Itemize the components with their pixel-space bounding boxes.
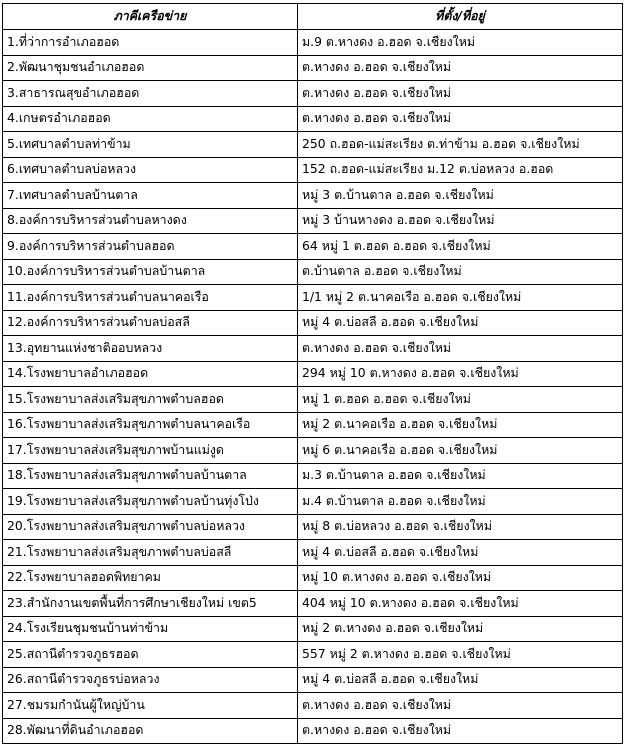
table-row — [3, 30, 623, 56]
address-cell: หมู่ 10 ต.หางดง อ.ฮอด จ.เชียงใหม่ — [298, 565, 623, 591]
partner-name-cell: 16.โรงพยาบาลส่งเสริมสุขภาพตำบลนาคอเรือ — [3, 412, 298, 438]
table-row — [3, 183, 623, 209]
network-partners-table — [2, 3, 623, 744]
partner-name-cell: 27.ชมรมกำนันผู้ใหญ่บ้าน — [3, 693, 298, 719]
table-row — [3, 208, 623, 234]
address-cell: ต.หางดง อ.ฮอด จ.เชียงใหม่ — [298, 718, 623, 744]
address-cell: ต.หางดง อ.ฮอด จ.เชียงใหม่ — [298, 693, 623, 719]
partner-name-cell: 21.โรงพยาบาลส่งเสริมสุขภาพตำบลบ่อสลี — [3, 540, 298, 566]
address-cell: 152 ถ.ฮอด-แม่สะเรียง ม.12 ต.บ่อหลวง อ.ฮอด — [298, 157, 623, 183]
partner-name-cell: 13.อุทยานแห่งชาติออบหลวง — [3, 336, 298, 362]
address-cell: หมู่ 3 ต.บ้านตาล อ.ฮอด จ.เชียงใหม่ — [298, 183, 623, 209]
address-cell: หมู่ 4 ต.บ่อสลี อ.ฮอด จ.เชียงใหม่ — [298, 540, 623, 566]
address-cell: หมู่ 6 ต.นาคอเรือ อ.ฮอด จ.เชียงใหม่ — [298, 438, 623, 464]
table-row — [3, 616, 623, 642]
partner-name-cell: 1.ที่ว่าการอำเภอฮอด — [3, 30, 298, 56]
address-cell: หมู่ 1 ต.ฮอด อ.ฮอด จ.เชียงใหม่ — [298, 387, 623, 413]
address-cell: หมู่ 4 ต.บ่อสลี อ.ฮอด จ.เชียงใหม่ — [298, 667, 623, 693]
partner-name-cell: 19.โรงพยาบาลส่งเสริมสุขภาพตำบลบ้านทุ่งโป่ง — [3, 489, 298, 515]
address-cell: 404 หมู่ 10 ต.หางดง อ.ฮอด จ.เชียงใหม่ — [298, 591, 623, 617]
table-row — [3, 540, 623, 566]
partner-name-cell: 8.องค์การบริหารส่วนตำบลหางดง — [3, 208, 298, 234]
partner-name-cell: 24.โรงเรียนชุมชนบ้านท่าข้าม — [3, 616, 298, 642]
address-cell: 294 หมู่ 10 ต.หางดง อ.ฮอด จ.เชียงใหม่ — [298, 361, 623, 387]
partner-name-cell: 3.สาธารณสุขอำเภอฮอด — [3, 81, 298, 107]
table-row — [3, 438, 623, 464]
table-row — [3, 718, 623, 744]
partner-name-cell: 14.โรงพยาบาลอำเภอฮอด — [3, 361, 298, 387]
table-row — [3, 463, 623, 489]
partner-name-cell: 25.สถานีตำรวจภูธรฮอด — [3, 642, 298, 668]
table-row — [3, 387, 623, 413]
address-cell: ต.บ้านตาล อ.ฮอด จ.เชียงใหม่ — [298, 259, 623, 285]
partner-name-cell: 10.องค์การบริหารส่วนตำบลบ้านตาล — [3, 259, 298, 285]
address-cell: ต.หางดง อ.ฮอด จ.เชียงใหม่ — [298, 55, 623, 81]
address-cell: หมู่ 3 บ้านหางดง อ.ฮอด จ.เชียงใหม่ — [298, 208, 623, 234]
address-cell: หมู่ 8 ต.บ่อหลวง อ.ฮอด จ.เชียงใหม่ — [298, 514, 623, 540]
partner-name-cell: 9.องค์การบริหารส่วนตำบลฮอด — [3, 234, 298, 260]
table-row — [3, 259, 623, 285]
table-row — [3, 412, 623, 438]
partner-name-cell: 23.สำนักงานเขตพื้นที่การศึกษาเชียงใหม่ เขต5 — [3, 591, 298, 617]
partner-name-cell: 12.องค์การบริหารส่วนตำบลบ่อสลี — [3, 310, 298, 336]
table-row — [3, 361, 623, 387]
table-row — [3, 234, 623, 260]
partner-name-cell: 5.เทศบาลตำบลท่าข้าม — [3, 132, 298, 158]
address-cell: หมู่ 4 ต.บ่อสลี อ.ฮอด จ.เชียงใหม่ — [298, 310, 623, 336]
address-cell: ต.หางดง อ.ฮอด จ.เชียงใหม่ — [298, 81, 623, 107]
address-cell: ม.9 ต.หางดง อ.ฮอด จ.เชียงใหม่ — [298, 30, 623, 56]
address-cell: 250 ถ.ฮอด-แม่สะเรียง ต.ท่าข้าม อ.ฮอด จ.เชียงใหม่ — [298, 132, 623, 158]
table-row — [3, 336, 623, 362]
address-cell: ม.4 ต.บ้านตาล อ.ฮอด จ.เชียงใหม่ — [298, 489, 623, 515]
table-row — [3, 693, 623, 719]
table-header-row — [3, 4, 623, 30]
table-row — [3, 489, 623, 515]
table-row — [3, 642, 623, 668]
table-row — [3, 157, 623, 183]
table-row — [3, 106, 623, 132]
table-row — [3, 285, 623, 311]
address-cell: หมู่ 2 ต.นาคอเรือ อ.ฮอด จ.เชียงใหม่ — [298, 412, 623, 438]
table-row — [3, 81, 623, 107]
partner-name-cell: 4.เกษตรอำเภอฮอด — [3, 106, 298, 132]
partner-name-cell: 26.สถานีตำรวจภูธรบ่อหลวง — [3, 667, 298, 693]
table-row — [3, 565, 623, 591]
address-cell: 1/1 หมู่ 2 ต.นาคอเรือ อ.ฮอด จ.เชียงใหม่ — [298, 285, 623, 311]
address-cell: 557 หมู่ 2 ต.หางดง อ.ฮอด จ.เชียงใหม่ — [298, 642, 623, 668]
partner-name-cell: 15.โรงพยาบาลส่งเสริมสุขภาพตำบลฮอด — [3, 387, 298, 413]
header-address: ที่ตั้ง/ที่อยู่ — [298, 4, 623, 30]
address-cell: ม.3 ต.บ้านตาล อ.ฮอด จ.เชียงใหม่ — [298, 463, 623, 489]
partner-name-cell: 7.เทศบาลตำบลบ้านตาล — [3, 183, 298, 209]
table-row — [3, 132, 623, 158]
table-row — [3, 667, 623, 693]
table-row — [3, 514, 623, 540]
partner-name-cell: 28.พัฒนาที่ดินอำเภอฮอด — [3, 718, 298, 744]
partner-name-cell: 20.โรงพยาบาลส่งเสริมสุขภาพตำบลบ่อหลวง — [3, 514, 298, 540]
table-row — [3, 55, 623, 81]
table-row — [3, 310, 623, 336]
header-partner: ภาคีเครือข่าย — [3, 4, 298, 30]
table-row — [3, 591, 623, 617]
address-cell: 64 หมู่ 1 ต.ฮอด อ.ฮอด จ.เชียงใหม่ — [298, 234, 623, 260]
partner-name-cell: 17.โรงพยาบาลส่งเสริมสุขภาพบ้านแม่งูด — [3, 438, 298, 464]
partner-name-cell: 11.องค์การบริหารส่วนตำบลนาคอเรือ — [3, 285, 298, 311]
partner-name-cell: 6.เทศบาลตำบลบ่อหลวง — [3, 157, 298, 183]
address-cell: หมู่ 2 ต.หางดง อ.ฮอด จ.เชียงใหม่ — [298, 616, 623, 642]
address-cell: ต.หางดง อ.ฮอด จ.เชียงใหม่ — [298, 106, 623, 132]
partner-name-cell: 2.พัฒนาชุมชนอำเภอฮอด — [3, 55, 298, 81]
partner-name-cell: 22.โรงพยาบาลฮอดพิทยาคม — [3, 565, 298, 591]
partner-name-cell: 18.โรงพยาบาลส่งเสริมสุขภาพตำบลบ้านตาล — [3, 463, 298, 489]
address-cell: ต.หางดง อ.ฮอด จ.เชียงใหม่ — [298, 336, 623, 362]
